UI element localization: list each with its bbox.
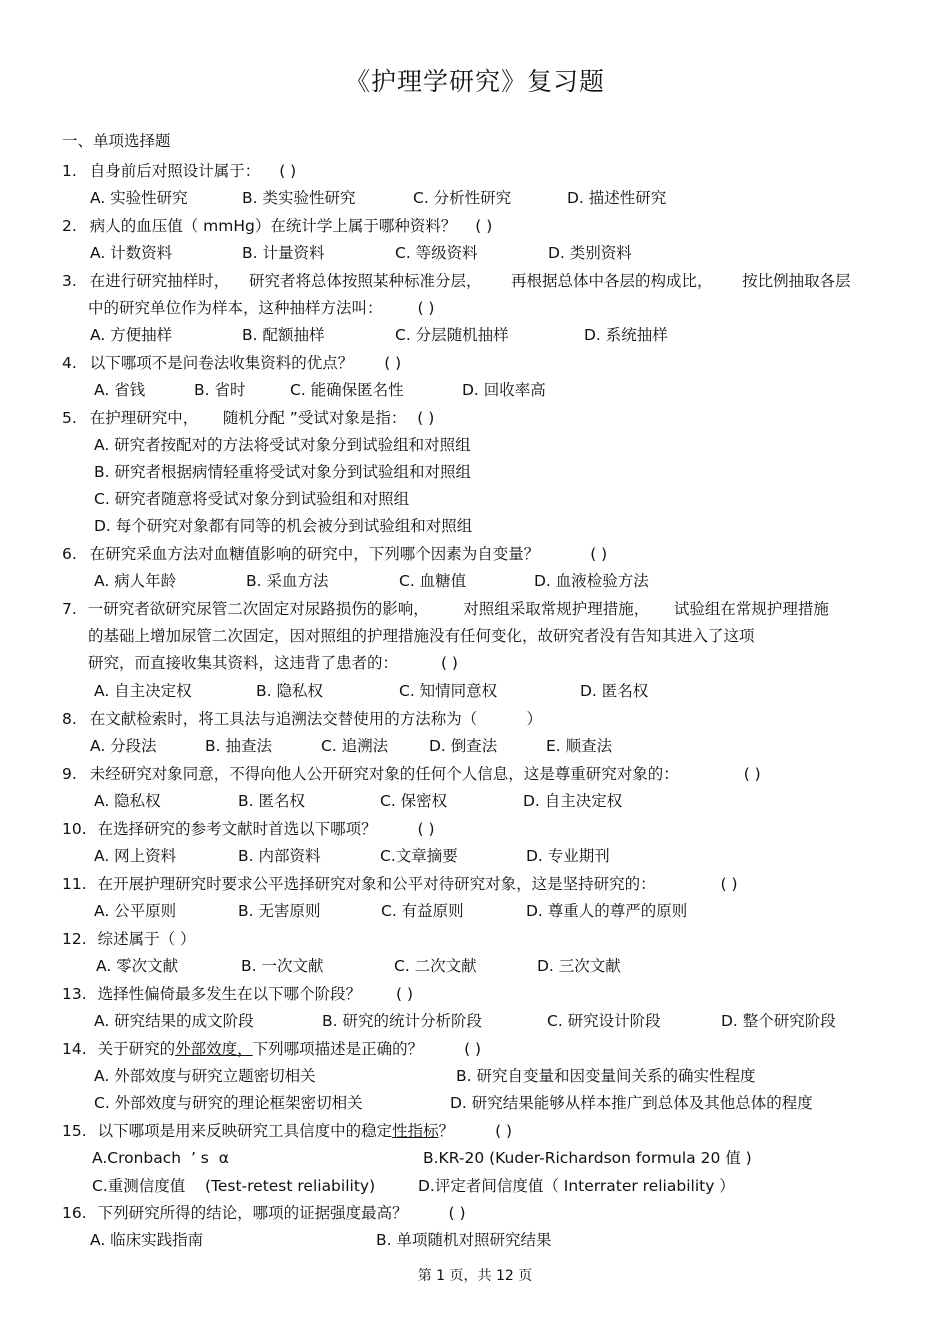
question-6 bbox=[62, 543, 607, 565]
question-text: 一研究者欲研究尿管二次固定对尿路损伤的影响， 对照组采取常规护理措施， 试验组在常规护理措施 bbox=[87, 600, 829, 618]
answer-blank: ( ) bbox=[384, 354, 402, 372]
question-16 bbox=[62, 1202, 466, 1224]
question-text-continued: 研究，而直接收集其资料，这违背了患者的： bbox=[88, 654, 399, 672]
option-b: B. 研究者根据病情轻重将受试对象分到试验组和对照组 bbox=[94, 463, 471, 481]
option-c: C. 有益原则 bbox=[381, 902, 464, 920]
question-9 bbox=[62, 763, 761, 785]
page-footer: 第 1 页，共 12 页 bbox=[417, 1268, 533, 1284]
question-number: 7. bbox=[62, 600, 77, 618]
question-number: 8. bbox=[62, 710, 77, 728]
question-text-underlined: 外部效度， bbox=[175, 1040, 253, 1058]
question-text-underlined: 性指标 bbox=[392, 1122, 439, 1140]
option-d: D.评定者间信度值（ Interrater reliability ） bbox=[418, 1177, 735, 1195]
question-4 bbox=[62, 352, 401, 374]
answer-blank: ( ) bbox=[417, 299, 435, 317]
option-d: D. 三次文献 bbox=[537, 957, 621, 975]
option-b: B. 内部资料 bbox=[238, 847, 321, 865]
option-d: D. 匿名权 bbox=[580, 682, 649, 700]
option-b: B. 抽查法 bbox=[205, 737, 272, 755]
question-number: 1. bbox=[62, 162, 77, 180]
option-c: C. 二次文献 bbox=[394, 957, 477, 975]
question-number: 12. bbox=[62, 930, 87, 948]
question-number: 14. bbox=[62, 1040, 87, 1058]
option-c: C.文章摘要 bbox=[380, 847, 458, 865]
answer-blank: ( ) bbox=[720, 875, 738, 893]
question-text: 在护理研究中， 随机分配 ”受试对象是指： bbox=[89, 409, 407, 427]
option-b: B.KR-20 (Kuder-Richardson formula 20 值 ) bbox=[423, 1149, 752, 1167]
question-number: 3. bbox=[62, 272, 77, 290]
question-text: 以下哪项是用来反映研究工具信度中的稳定 bbox=[97, 1122, 393, 1140]
option-b: B. 采血方法 bbox=[246, 572, 329, 590]
question-number: 15. bbox=[62, 1122, 87, 1140]
option-b: B. 省时 bbox=[194, 381, 246, 399]
answer-blank: ( ) bbox=[440, 654, 458, 672]
option-b: B. 单项随机对照研究结果 bbox=[376, 1231, 552, 1249]
option-c: C. 研究设计阶段 bbox=[547, 1012, 661, 1030]
option-b: B. 无害原则 bbox=[238, 902, 321, 920]
option-a: A. 研究者按配对的方法将受试对象分到试验组和对照组 bbox=[94, 436, 471, 454]
option-b: B. 匿名权 bbox=[238, 792, 305, 810]
question-12 bbox=[62, 928, 196, 950]
question-number: 2. bbox=[62, 217, 77, 235]
option-a: A. 公平原则 bbox=[94, 902, 177, 920]
option-a: A. 外部效度与研究立题密切相关 bbox=[94, 1067, 316, 1085]
option-d: D. 整个研究阶段 bbox=[721, 1012, 836, 1030]
option-c: C. 分析性研究 bbox=[413, 189, 512, 207]
question-text: 下列研究所得的结论，哪项的证据强度最高？ bbox=[97, 1204, 408, 1222]
option-b: B. 隐私权 bbox=[256, 682, 323, 700]
question-text: 未经研究对象同意，不得向他人公开研究对象的任何个人信息，这是尊重研究对象的： bbox=[89, 765, 679, 783]
question-text: 在文献检索时，将工具法与追溯法交替使用的方法称为（ ） bbox=[89, 710, 543, 728]
question-8 bbox=[62, 708, 542, 730]
answer-blank: ( ) bbox=[396, 985, 414, 1003]
option-c: C. 保密权 bbox=[380, 792, 448, 810]
question-7-continued-2 bbox=[88, 652, 458, 674]
option-b: B. 配额抽样 bbox=[242, 326, 325, 344]
document-title: 《护理学研究》复习题 bbox=[344, 67, 605, 96]
option-b: B. 类实验性研究 bbox=[242, 189, 356, 207]
answer-blank: ( ) bbox=[590, 545, 608, 563]
question-3-continued bbox=[88, 297, 434, 319]
answer-blank: ( ) bbox=[448, 1204, 466, 1222]
question-1 bbox=[62, 160, 296, 182]
question-text: 关于研究的 bbox=[97, 1040, 176, 1058]
answer-blank: ( ) bbox=[464, 1040, 482, 1058]
question-15 bbox=[62, 1120, 512, 1142]
option-c: C. 血糖值 bbox=[399, 572, 467, 590]
question-number: 13. bbox=[62, 985, 87, 1003]
option-c: C. 研究者随意将受试对象分到试验组和对照组 bbox=[94, 490, 410, 508]
option-a: A.Cronbach ’ s α bbox=[92, 1149, 229, 1167]
option-d: D. 血液检验方法 bbox=[534, 572, 649, 590]
option-a: A. 计数资料 bbox=[90, 244, 173, 262]
option-a: A. 网上资料 bbox=[94, 847, 177, 865]
option-d: D. 专业期刊 bbox=[526, 847, 610, 865]
question-text: 病人的血压值（ mmHg）在统计学上属于哪种资料？ bbox=[89, 217, 457, 235]
question-text: 在研究采血方法对血糖值影响的研究中，下列哪个因素为自变量？ bbox=[89, 545, 540, 563]
option-c: C. 追溯法 bbox=[321, 737, 389, 755]
option-d: D. 回收率高 bbox=[462, 381, 546, 399]
question-7 bbox=[62, 598, 829, 620]
option-d: D. 每个研究对象都有同等的机会被分到试验组和对照组 bbox=[94, 517, 473, 535]
question-11 bbox=[62, 873, 738, 895]
option-c: C. 分层随机抽样 bbox=[395, 326, 509, 344]
option-b: B. 研究自变量和因变量间关系的确实性程度 bbox=[456, 1067, 756, 1085]
question-text: 自身前后对照设计属于： bbox=[89, 162, 261, 180]
option-b: B. 计量资料 bbox=[242, 244, 325, 262]
option-d: D. 描述性研究 bbox=[567, 189, 667, 207]
answer-blank: ( ) bbox=[475, 217, 493, 235]
question-number: 5. bbox=[62, 409, 77, 427]
option-a: A. 省钱 bbox=[94, 381, 146, 399]
question-text-continued: 中的研究单位作为样本，这种抽样方法叫： bbox=[88, 299, 383, 317]
option-a: A. 自主决定权 bbox=[94, 682, 192, 700]
question-text-tail: ？ bbox=[438, 1122, 455, 1140]
question-number: 9. bbox=[62, 765, 77, 783]
question-13 bbox=[62, 983, 413, 1005]
question-7-continued: 的基础上增加尿管二次固定，因对照组的护理措施没有任何变化，故研究者没有告知其进入了这项 bbox=[88, 627, 755, 645]
question-10 bbox=[62, 818, 435, 840]
question-text: 选择性偏倚最多发生在以下哪个阶段？ bbox=[97, 985, 362, 1003]
question-text: 在开展护理研究时要求公平选择研究对象和公平对待研究对象，这是坚持研究的： bbox=[97, 875, 656, 893]
option-a: A. 实验性研究 bbox=[90, 189, 188, 207]
answer-blank: ( ) bbox=[743, 765, 761, 783]
question-number: 4. bbox=[62, 354, 77, 372]
option-a: A. 病人年龄 bbox=[94, 572, 177, 590]
question-text: 在进行研究抽样时， 研究者将总体按照某种标准分层， 再根据总体中各层的构成比， 按比例抽取各层 bbox=[89, 272, 851, 290]
answer-blank: ( ) bbox=[279, 162, 297, 180]
question-2 bbox=[62, 215, 492, 237]
question-14 bbox=[62, 1038, 481, 1060]
option-c: C. 外部效度与研究的理论框架密切相关 bbox=[94, 1094, 363, 1112]
option-a: A. 分段法 bbox=[90, 737, 157, 755]
question-number: 11. bbox=[62, 875, 87, 893]
option-a: A. 临床实践指南 bbox=[90, 1231, 204, 1249]
option-a: A. 方便抽样 bbox=[90, 326, 173, 344]
option-e: E. 顺查法 bbox=[546, 737, 613, 755]
option-c: C. 知情同意权 bbox=[399, 682, 498, 700]
option-d: D. 研究结果能够从样本推广到总体及其他总体的程度 bbox=[450, 1094, 813, 1112]
option-a: A. 隐私权 bbox=[94, 792, 161, 810]
answer-blank: ( ) bbox=[417, 409, 435, 427]
question-text: 以下哪项不是问卷法收集资料的优点？ bbox=[89, 354, 354, 372]
answer-blank: ( ) bbox=[417, 820, 435, 838]
option-c: C. 能确保匿名性 bbox=[290, 381, 404, 399]
option-b: B. 研究的统计分析阶段 bbox=[322, 1012, 482, 1030]
option-d: D. 系统抽样 bbox=[584, 326, 668, 344]
answer-blank: ( ) bbox=[495, 1122, 513, 1140]
option-c: C.重测信度值 (Test-retest reliability) bbox=[92, 1177, 376, 1195]
question-number: 16. bbox=[62, 1204, 87, 1222]
question-text: 综述属于（ ） bbox=[97, 930, 196, 948]
question-text: 在选择研究的参考文献时首选以下哪项？ bbox=[97, 820, 377, 838]
question-number: 10. bbox=[62, 820, 87, 838]
section-heading: 一、单项选择题 bbox=[62, 132, 171, 150]
option-d: D. 类别资料 bbox=[548, 244, 632, 262]
question-text-tail: 下列哪项描述是正确的？ bbox=[252, 1040, 424, 1058]
option-c: C. 等级资料 bbox=[395, 244, 478, 262]
option-d: D. 尊重人的尊严的原则 bbox=[526, 902, 688, 920]
question-number: 6. bbox=[62, 545, 77, 563]
option-a: A. 研究结果的成文阶段 bbox=[94, 1012, 254, 1030]
option-d: D. 自主决定权 bbox=[523, 792, 623, 810]
option-a: A. 零次文献 bbox=[96, 957, 179, 975]
option-b: B. 一次文献 bbox=[241, 957, 324, 975]
question-3 bbox=[62, 270, 851, 292]
option-d: D. 倒查法 bbox=[429, 737, 498, 755]
question-5 bbox=[62, 407, 434, 429]
